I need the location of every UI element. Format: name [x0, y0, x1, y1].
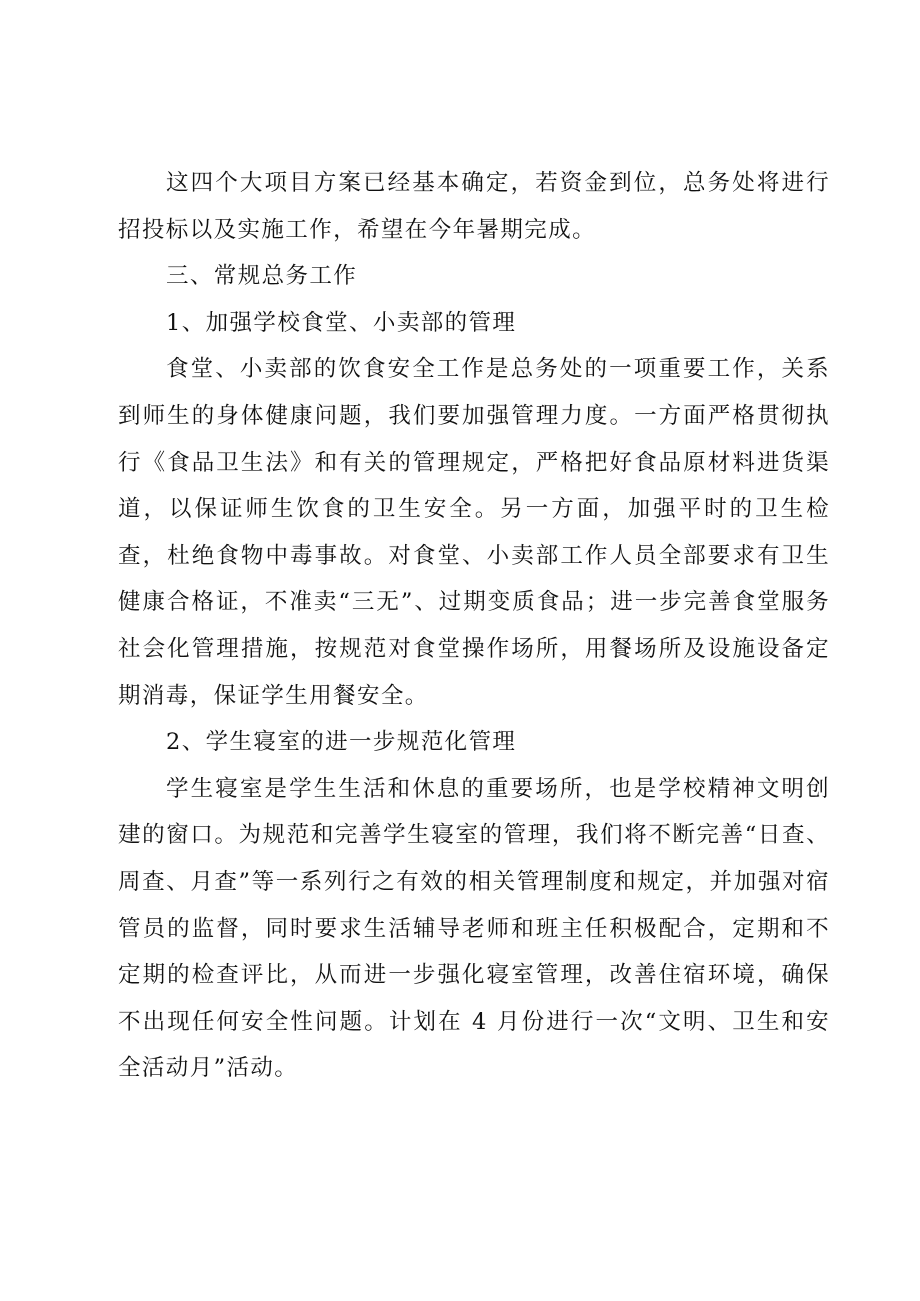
section-heading-general-affairs: 三、常规总务工作 [166, 263, 358, 290]
subsection-heading-dormitory: 2、学生寝室的进一步规范化管理 [166, 729, 517, 756]
paragraph-dormitory-management: 学生寝室是学生生活和休息的重要场所，也是学校精神文明创建的窗口。为规范和完善学生寝室的管理，我们将不断完善“日查、周查、月查”等一系列行之有效的相关管理制度和规定，并加强对宿管员的监督，同时要求生活辅导老师和班主任积极配合，定期和不定期的检查评比，从而进一步强化寝室管理，改善住宿环境，确保不出现任何安全性问题。计划在 4 月份进行一次“文明、卫生和安全活动月”活动。 [118, 775, 830, 1082]
paragraph-project-plan: 这四个大项目方案已经基本确定，若资金到位，总务处将进行招投标以及实施工作，希望在今年暑期完成。 [118, 170, 830, 243]
subsection-heading-canteen: 1、加强学校食堂、小卖部的管理 [166, 309, 517, 336]
paragraph-canteen-safety: 食堂、小卖部的饮食安全工作是总务处的一项重要工作，关系到师生的身体健康问题，我们要加强管理力度。一方面严格贯彻执行《食品卫生法》和有关的管理规定，严格把好食品原材料进货渠道，以保证师生饮食的卫生安全。另一方面，加强平时的卫生检查，杜绝食物中毒事故。对食堂、小卖部工作人员全部要求有卫生健康合格证，不准卖“三无”、过期变质食品；进一步完善食堂服务社会化管理措施，按规范对食堂操作场所，用餐场所及设施设备定期消毒，保证学生用餐安全。 [118, 356, 830, 709]
document-body [118, 160, 830, 1092]
